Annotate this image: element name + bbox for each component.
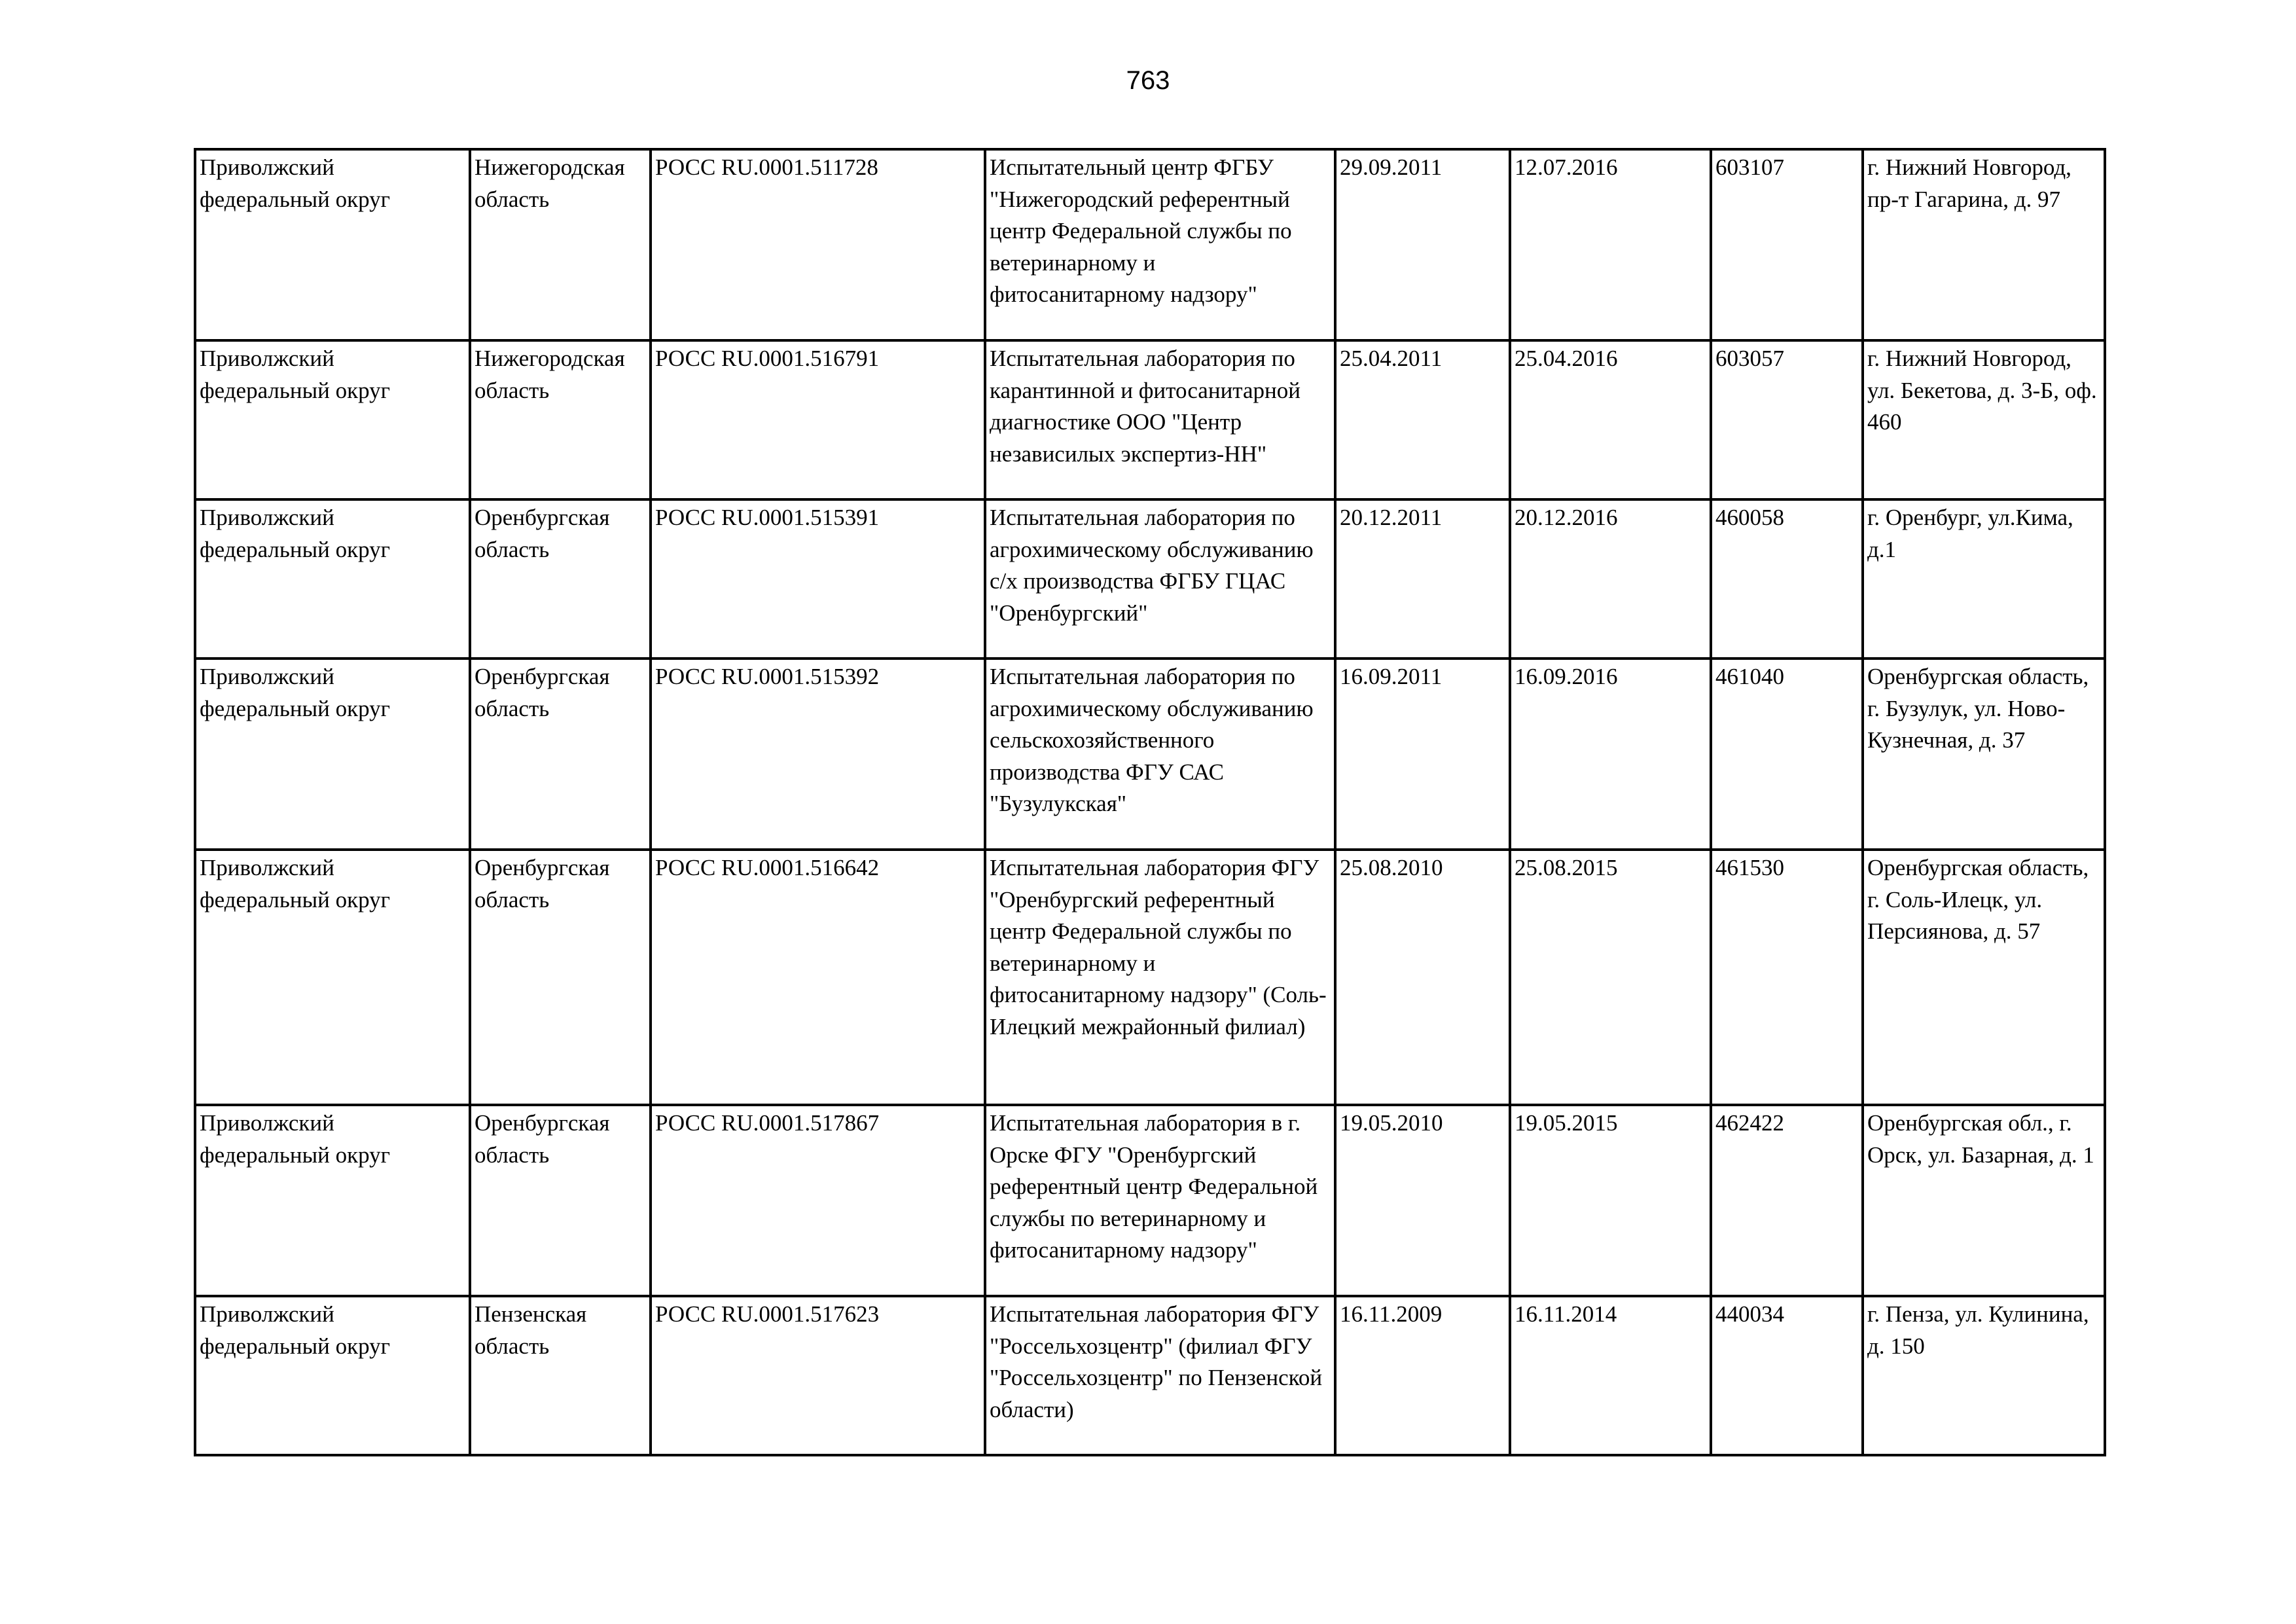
address-cell: Оренбургская область, г. Бузулук, ул. Ново-Кузнечная, д. 37 — [1863, 659, 2105, 850]
certificate-cell: РОСС RU.0001.517867 — [651, 1105, 985, 1296]
address-cell: г. Оренбург, ул.Кима, д.1 — [1863, 499, 2105, 659]
page-number: 763 — [1126, 66, 1170, 95]
laboratory-cell: Испытательный центр ФГБУ "Нижегородский референтный центр Федеральной службы по ветеринарному и фитосанитарному надзору" — [985, 149, 1335, 340]
postcode-cell: 462422 — [1711, 1105, 1863, 1296]
table-row — [195, 1296, 2105, 1455]
table-row — [195, 659, 2105, 850]
table-row — [195, 340, 2105, 499]
region-cell: Нижегородская область — [470, 340, 651, 499]
laboratory-cell: Испытательная лаборатория по агрохимическому обслуживанию с/х производства ФГБУ ГЦАС "Оренбургский" — [985, 499, 1335, 659]
certificate-cell: РОСС RU.0001.515392 — [651, 659, 985, 850]
district-cell: Приволжский федеральный округ — [195, 659, 470, 850]
certificate-cell: РОСС RU.0001.511728 — [651, 149, 985, 340]
table-row — [195, 1105, 2105, 1296]
certificate-cell: РОСС RU.0001.516791 — [651, 340, 985, 499]
certificate-cell: РОСС RU.0001.515391 — [651, 499, 985, 659]
district-cell: Приволжский федеральный округ — [195, 1105, 470, 1296]
date-issued-cell: 20.12.2011 — [1335, 499, 1510, 659]
date-issued-cell: 16.11.2009 — [1335, 1296, 1510, 1455]
laboratory-registry-table — [194, 148, 2106, 1456]
certificate-cell: РОСС RU.0001.516642 — [651, 850, 985, 1105]
address-cell: г. Пенза, ул. Кулинина, д. 150 — [1863, 1296, 2105, 1455]
address-cell: Оренбургская обл., г. Орск, ул. Базарная, д. 1 — [1863, 1105, 2105, 1296]
region-cell: Оренбургская область — [470, 1105, 651, 1296]
postcode-cell: 603107 — [1711, 149, 1863, 340]
laboratory-cell: Испытательная лаборатория ФГУ "Оренбургский референтный центр Федеральной службы по ветеринарному и фитосанитарному надзору" (Соль-Илецкий межрайонный филиал) — [985, 850, 1335, 1105]
date-valid-cell: 16.11.2014 — [1510, 1296, 1711, 1455]
date-issued-cell: 25.04.2011 — [1335, 340, 1510, 499]
date-valid-cell: 12.07.2016 — [1510, 149, 1711, 340]
date-issued-cell: 16.09.2011 — [1335, 659, 1510, 850]
table-row — [195, 149, 2105, 340]
postcode-cell: 440034 — [1711, 1296, 1863, 1455]
region-cell: Пензенская область — [470, 1296, 651, 1455]
laboratory-cell: Испытательная лаборатория ФГУ "Россельхозцентр" (филиал ФГУ "Россельхозцентр" по Пензенской области) — [985, 1296, 1335, 1455]
district-cell: Приволжский федеральный округ — [195, 149, 470, 340]
postcode-cell: 603057 — [1711, 340, 1863, 499]
address-cell: Оренбургская область, г. Соль-Илецк, ул. Персиянова, д. 57 — [1863, 850, 2105, 1105]
address-cell: г. Нижний Новгород, пр-т Гагарина, д. 97 — [1863, 149, 2105, 340]
district-cell: Приволжский федеральный округ — [195, 850, 470, 1105]
date-issued-cell: 29.09.2011 — [1335, 149, 1510, 340]
laboratory-cell: Испытательная лаборатория в г. Орске ФГУ "Оренбургский референтный центр Федеральной службы по ветеринарному и фитосанитарному надзору" — [985, 1105, 1335, 1296]
postcode-cell: 460058 — [1711, 499, 1863, 659]
region-cell: Оренбургская область — [470, 499, 651, 659]
district-cell: Приволжский федеральный округ — [195, 499, 470, 659]
date-issued-cell: 19.05.2010 — [1335, 1105, 1510, 1296]
region-cell: Оренбургская область — [470, 659, 651, 850]
table-row — [195, 499, 2105, 659]
region-cell: Нижегородская область — [470, 149, 651, 340]
certificate-cell: РОСС RU.0001.517623 — [651, 1296, 985, 1455]
laboratory-cell: Испытательная лаборатория по агрохимическому обслуживанию сельскохозяйственного производства ФГУ САС "Бузулукская" — [985, 659, 1335, 850]
laboratory-cell: Испытательная лаборатория по карантинной и фитосанитарной диагностике ООО "Центр независилых экспертиз-НН" — [985, 340, 1335, 499]
address-cell: г. Нижний Новгород, ул. Бекетова, д. 3-Б, оф. 460 — [1863, 340, 2105, 499]
district-cell: Приволжский федеральный округ — [195, 1296, 470, 1455]
date-valid-cell: 25.04.2016 — [1510, 340, 1711, 499]
table-row — [195, 850, 2105, 1105]
district-cell: Приволжский федеральный округ — [195, 340, 470, 499]
date-valid-cell: 19.05.2015 — [1510, 1105, 1711, 1296]
region-cell: Оренбургская область — [470, 850, 651, 1105]
date-valid-cell: 20.12.2016 — [1510, 499, 1711, 659]
date-issued-cell: 25.08.2010 — [1335, 850, 1510, 1105]
postcode-cell: 461530 — [1711, 850, 1863, 1105]
date-valid-cell: 16.09.2016 — [1510, 659, 1711, 850]
postcode-cell: 461040 — [1711, 659, 1863, 850]
date-valid-cell: 25.08.2015 — [1510, 850, 1711, 1105]
